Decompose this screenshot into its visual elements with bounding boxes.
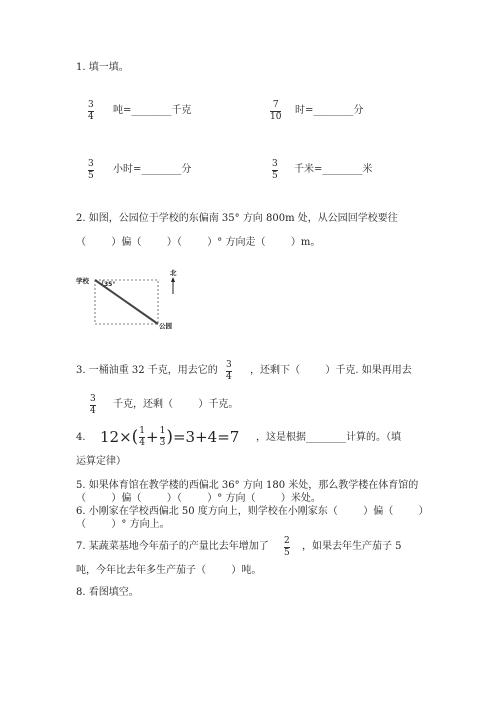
denominator: 4 — [88, 112, 94, 122]
numerator: 7 — [272, 100, 279, 110]
close-paren: ) — [166, 427, 173, 447]
numerator: 3 — [90, 394, 96, 404]
q4-number: 4. — [76, 432, 86, 443]
numerator: 3 — [272, 159, 278, 169]
numerator: 1 — [139, 426, 146, 436]
denominator: 3 — [159, 438, 166, 448]
q8-title: 8. 看图填空。 — [76, 587, 139, 598]
q4-text-post: ，这是根据________计算的。（填 — [256, 432, 401, 443]
q3-text-pre: 3. 一桶油重 32 千克，用去它的 — [76, 365, 218, 376]
numerator: 3 — [88, 100, 94, 110]
denominator: 5 — [284, 548, 290, 558]
q3-fraction-1 — [226, 361, 232, 382]
q1a-fraction — [88, 101, 94, 122]
north-label: 北 — [170, 269, 177, 277]
denominator: 10 — [270, 112, 282, 122]
plus-sign: + — [146, 428, 159, 446]
numerator: 3 — [88, 159, 94, 169]
numerator: 2 — [284, 536, 290, 546]
denominator: 4 — [90, 406, 96, 416]
angle-label: 35° — [104, 281, 116, 288]
q7-fraction — [284, 537, 290, 558]
angle-arc — [102, 280, 104, 285]
denominator: 5 — [272, 171, 278, 181]
denominator: 4 — [226, 372, 232, 382]
q4-expression — [100, 427, 239, 448]
q1d-blank-text: 千米=________米 — [294, 164, 373, 175]
q2-line1: 2. 如图，公园位于学校的东偏南 35° 方向 800m 处，从公园回学校要往 — [76, 213, 398, 224]
q7-text-pre: 7. 某蔬菜基地今年茄子的产量比去年增加了 — [76, 541, 269, 552]
fraction-b — [160, 427, 166, 448]
q3-fraction-2 — [90, 395, 96, 416]
q1d-fraction — [272, 160, 278, 181]
denominator: 5 — [88, 171, 94, 181]
numerator: 3 — [226, 360, 232, 370]
park-label: 公园 — [159, 322, 172, 330]
north-arrow-icon — [171, 277, 175, 282]
q1a-blank-text: 吨=________千克 — [113, 105, 192, 116]
q7-line2: 吨，今年比去年多生产茄子（ ）吨。 — [76, 565, 262, 576]
q3-line2: 千克，还剩（ ）千克。 — [113, 399, 239, 410]
q3-text-post: ，还剩下（ ）千克. 如果再用去 — [250, 365, 412, 376]
numerator: 1 — [159, 426, 166, 436]
q1-title: 1. 填一填。 — [76, 62, 129, 73]
expr-part-2: =3+4=7 — [172, 428, 240, 446]
q4-line2: 运算定律） — [76, 456, 126, 467]
fraction-a — [139, 427, 145, 448]
expr-part-1: 12× — [100, 428, 132, 446]
open-paren: ( — [131, 427, 139, 447]
q2-figure — [70, 266, 190, 334]
q1c-fraction — [88, 160, 94, 181]
school-label: 学校 — [76, 277, 89, 285]
q5-line1: 5. 如果体育馆在教学楼的西偏北 36° 方向 180 米处，那么教学楼在体育馆的 — [76, 480, 419, 491]
q1c-blank-text: 小时=________分 — [113, 164, 192, 175]
denominator: 4 — [139, 438, 146, 448]
q2-line2: （ ）偏（ ）（ ）° 方向走（ ）m。 — [76, 237, 321, 248]
q5-line2: （ ）偏（ ）（ ）° 方向（ ）米处。 — [76, 493, 321, 504]
q6-line1: 6. 小刚家在学校西偏北 50 度方向上，则学校在小刚家东（ ）偏（ ） — [76, 506, 429, 517]
q1b-fraction — [270, 101, 281, 122]
q6-line2: （ ）° 方向上。 — [76, 519, 170, 530]
q7-text-post: ，如果去年生产茄子 5 — [302, 541, 402, 552]
q1b-blank-text: 时=________分 — [295, 105, 364, 116]
